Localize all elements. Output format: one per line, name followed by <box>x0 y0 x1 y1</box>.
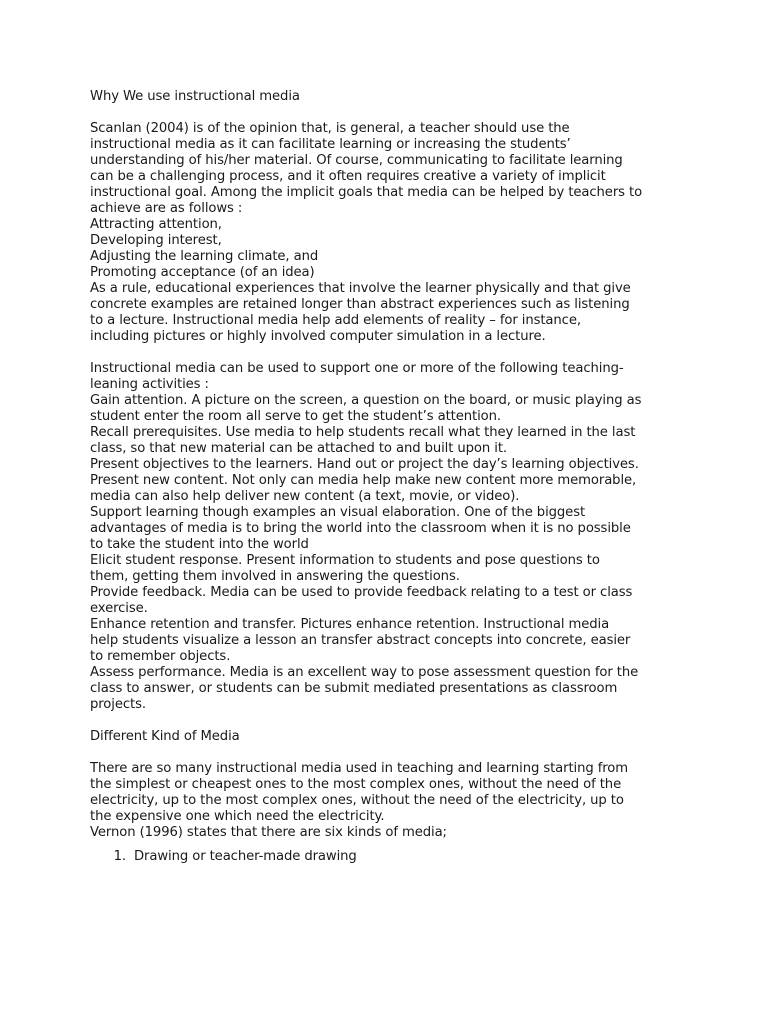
text-line: help students visualize a lesson an transfer abstract concepts into concrete, easier <box>90 633 631 648</box>
text-line: Support learning though examples an visual elaboration. One of the biggest <box>90 505 586 520</box>
text-line: the simplest or cheapest ones to the most complex ones, without the need of the <box>90 777 622 792</box>
text-line: including pictures or highly involved computer simulation in a lecture. <box>90 329 546 344</box>
text-line: Enhance retention and transfer. Pictures enhance retention. Instructional media <box>90 617 610 632</box>
text-line: class to answer, or students can be submit mediated presentations as classroom <box>90 681 618 696</box>
text-line: advantages of media is to bring the world into the classroom when it is no possible <box>90 521 631 536</box>
text-line: can be a challenging process, and it often requires creative a variety of implicit <box>90 169 606 184</box>
document-page <box>90 89 690 865</box>
paragraph-activities <box>90 361 690 713</box>
text-line: achieve are as follows : <box>90 201 243 216</box>
text-line: class, so that new material can be attached to and built upon it. <box>90 441 507 456</box>
text-line: Vernon (1996) states that there are six kinds of media; <box>90 825 447 840</box>
text-line: Adjusting the learning climate, and <box>90 249 319 264</box>
spacer <box>90 105 690 121</box>
section-heading: Why We use instructional media <box>90 89 300 104</box>
paragraph-media-kinds <box>90 761 690 841</box>
text-line: leaning activities : <box>90 377 209 392</box>
numbered-list <box>90 849 690 865</box>
section-heading: Different Kind of Media <box>90 729 240 744</box>
text-line: Recall prerequisites. Use media to help students recall what they learned in the last <box>90 425 636 440</box>
text-line: exercise. <box>90 601 148 616</box>
text-line: concrete examples are retained longer than abstract experiences such as listening <box>90 297 630 312</box>
text-line: the expensive one which need the electricity. <box>90 809 385 824</box>
text-line: Attracting attention, <box>90 217 222 232</box>
text-line: Present objectives to the learners. Hand out or project the day’s learning objectives. <box>90 457 639 472</box>
spacer <box>90 713 690 729</box>
text-line: to remember objects. <box>90 649 231 664</box>
text-line: Elicit student response. Present information to students and pose questions to <box>90 553 600 568</box>
text-line: projects. <box>90 697 146 712</box>
text-line: Instructional media can be used to support one or more of the following teaching- <box>90 361 624 376</box>
text-line: As a rule, educational experiences that involve the learner physically and that give <box>90 281 631 296</box>
text-line: Provide feedback. Media can be used to provide feedback relating to a test or class <box>90 585 633 600</box>
list-item <box>90 849 690 865</box>
text-line: them, getting them involved in answering the questions. <box>90 569 460 584</box>
list-item-number: 1. <box>113 849 126 864</box>
text-line: There are so many instructional media used in teaching and learning starting from <box>90 761 629 776</box>
paragraph-scanlan <box>90 121 690 345</box>
text-line: Promoting acceptance (of an idea) <box>90 265 315 280</box>
text-line: Gain attention. A picture on the screen, a question on the board, or music playing as <box>90 393 642 408</box>
spacer <box>90 345 690 361</box>
text-line: instructional media as it can facilitate learning or increasing the students’ <box>90 137 571 152</box>
text-line: understanding of his/her material. Of course, communicating to facilitate learning <box>90 153 623 168</box>
text-line: to a lecture. Instructional media help add elements of reality – for instance, <box>90 313 581 328</box>
text-line: media can also help deliver new content (a text, movie, or video). <box>90 489 520 504</box>
text-line: student enter the room all serve to get the student’s attention. <box>90 409 501 424</box>
spacer <box>90 745 690 761</box>
text-line: instructional goal. Among the implicit goals that media can be helped by teachers to <box>90 185 643 200</box>
text-line: Developing interest, <box>90 233 222 248</box>
text-line: to take the student into the world <box>90 537 309 552</box>
text-line: electricity, up to the most complex ones, without the need of the electricity, up to <box>90 793 624 808</box>
text-line: Present new content. Not only can media help make new content more memorable, <box>90 473 637 488</box>
text-line: Scanlan (2004) is of the opinion that, is general, a teacher should use the <box>90 121 570 136</box>
list-item-text: Drawing or teacher-made drawing <box>134 849 357 864</box>
text-line: Assess performance. Media is an excellent way to pose assessment question for the <box>90 665 639 680</box>
